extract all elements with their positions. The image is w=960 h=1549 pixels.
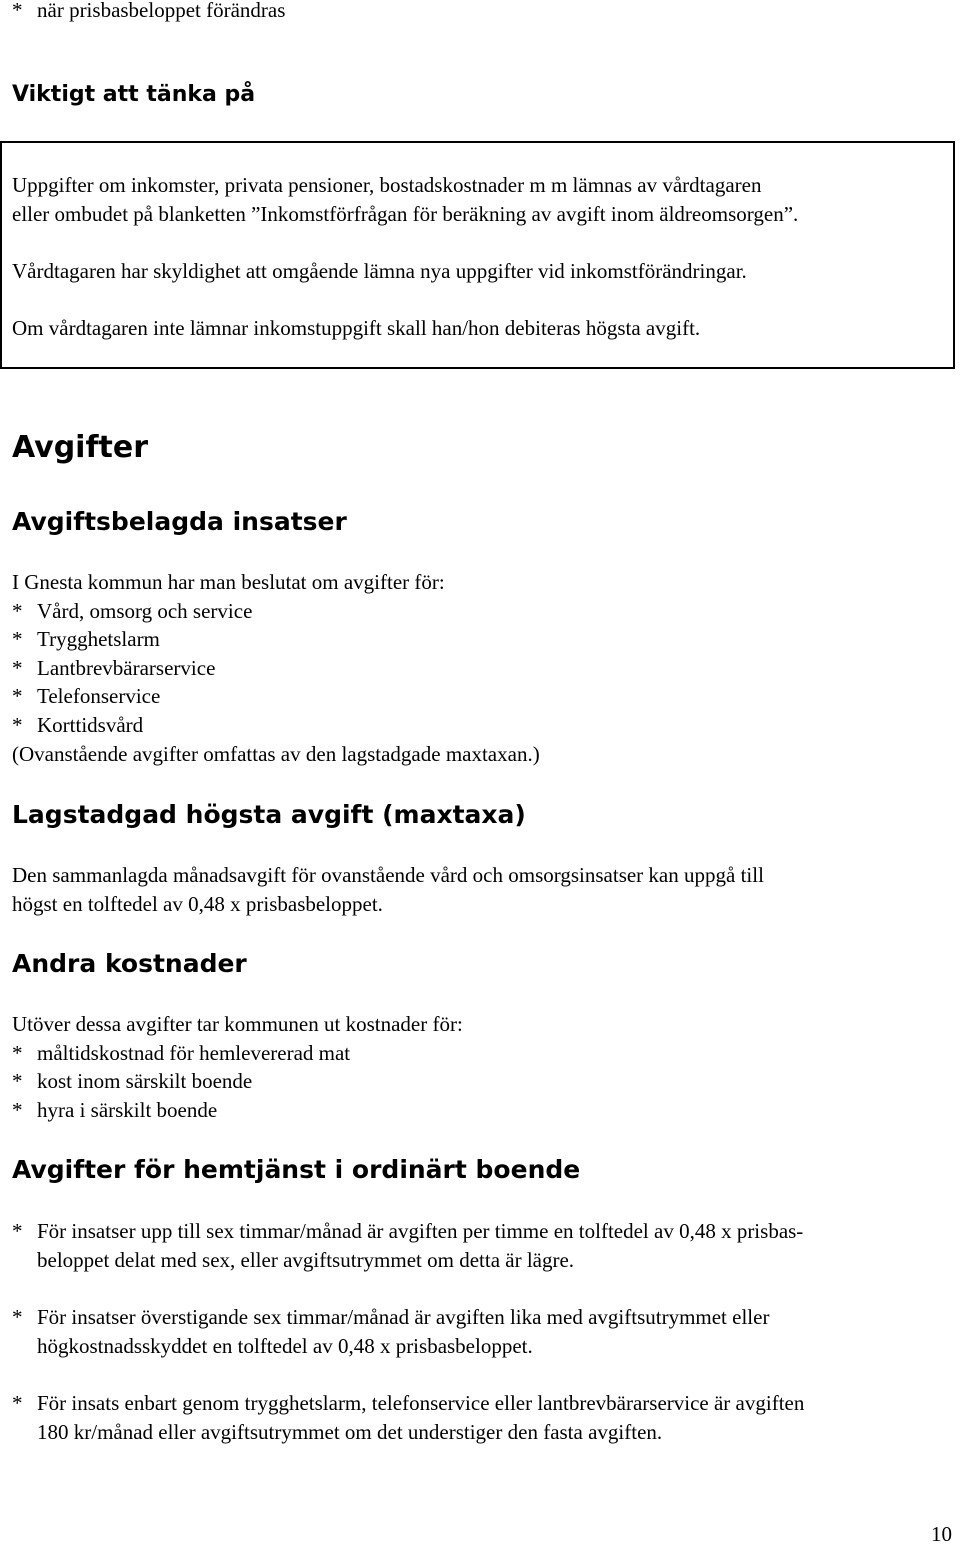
section-heading-viktigt: Viktigt att tänka på <box>12 82 256 107</box>
paragraph-line: Den sammanlagda månadsavgift för ovanstående vård och omsorgsinsatser kan uppgå till <box>12 863 764 887</box>
paragraph-line: beloppet delat med sex, eller avgiftsutrymmet om detta är lägre. <box>37 1247 575 1272</box>
paragraph-line: högkostnadsskyddet en tolftedel av 0,48 x prisbasbeloppet. <box>37 1333 533 1358</box>
list-item <box>12 597 540 626</box>
section-heading-maxtaxa: Lagstadgad högsta avgift (maxtaxa) <box>12 800 526 829</box>
list-item <box>12 682 540 711</box>
bullet-mark: * <box>12 1040 23 1065</box>
bullet-mark: * <box>12 712 23 737</box>
bullet-mark: * <box>12 598 23 623</box>
bullet-mark: * <box>12 627 23 652</box>
bullet-text: när prisbasbeloppet förändras <box>37 0 286 22</box>
list-item-text: Trygghetslarm <box>37 627 160 652</box>
maxtaxa-paragraph <box>12 861 764 918</box>
list-item <box>12 1039 463 1068</box>
list-item-text: måltidskostnad för hemlevererad mat <box>37 1040 351 1065</box>
info-box-text <box>12 171 798 228</box>
bullet-mark: * <box>12 684 23 709</box>
paragraph-line: För insatser upp till sex timmar/månad är avgiften per timme en tolftedel av 0,48 x prisbas- <box>37 1219 804 1243</box>
hemtjanst-item-text <box>37 1389 952 1446</box>
bullet-mark: * <box>12 1305 23 1329</box>
paragraph-line: högst en tolftedel av 0,48 x prisbasbeloppet. <box>12 891 383 916</box>
andra-intro: Utöver dessa avgifter tar kommunen ut kostnader för: <box>12 1012 463 1036</box>
avgifter-note: (Ovanstående avgifter omfattas av den lagstadgade maxtaxan.) <box>12 741 540 766</box>
bullet-mark: * <box>12 0 23 22</box>
list-item-text: kost inom särskilt boende <box>37 1069 253 1094</box>
list-item <box>12 625 540 654</box>
page-number: 10 <box>931 1522 952 1546</box>
hemtjanst-item <box>12 1303 952 1360</box>
paragraph-line: För insats enbart genom trygghetslarm, telefonservice eller lantbrevbärarservice är avgiften <box>37 1391 805 1415</box>
list-item <box>12 1067 463 1096</box>
info-box-line: eller ombudet på blanketten ”Inkomstförfrågan för beräkning av avgift inom äldreomsorgen”. <box>12 201 799 226</box>
section-heading-andra-kostnader: Andra kostnader <box>12 949 247 978</box>
list-item-text: Lantbrevbärarservice <box>37 655 216 680</box>
section-subtitle-avgiftsbelagda: Avgiftsbelagda insatser <box>12 507 347 536</box>
avgifter-list-block <box>12 568 540 768</box>
section-title-avgifter: Avgifter <box>12 430 148 465</box>
bullet-mark: * <box>12 1097 23 1122</box>
top-bullet-item <box>12 0 285 25</box>
hemtjanst-item <box>12 1389 952 1446</box>
avgifter-intro: I Gnesta kommun har man beslutat om avgifter för: <box>12 570 445 594</box>
list-item-text: Vård, omsorg och service <box>37 598 253 623</box>
list-item <box>12 1096 463 1125</box>
andra-list-block <box>12 1010 463 1124</box>
bullet-mark: * <box>12 1219 23 1243</box>
bullet-mark: * <box>12 1069 23 1094</box>
list-item-text: hyra i särskilt boende <box>37 1097 218 1122</box>
hemtjanst-item-text <box>37 1303 952 1360</box>
list-item-text: Korttidsvård <box>37 712 144 737</box>
bullet-mark: * <box>12 1391 23 1415</box>
hemtjanst-item <box>12 1217 952 1274</box>
list-item <box>12 711 540 740</box>
section-heading-hemtjanst: Avgifter för hemtjänst i ordinärt boende <box>12 1155 581 1184</box>
paragraph-line: 180 kr/månad eller avgiftsutrymmet om det understiger den fasta avgiften. <box>37 1419 663 1444</box>
paragraph-line: För insatser överstigande sex timmar/månad är avgiften lika med avgiftsutrymmet eller <box>37 1305 770 1329</box>
info-box-line: Vårdtagaren har skyldighet att omgående lämna nya uppgifter vid inkomstförändringar. <box>12 259 747 283</box>
list-item <box>12 654 540 683</box>
list-item-text: Telefonservice <box>37 684 161 709</box>
hemtjanst-item-text <box>37 1217 952 1274</box>
bullet-mark: * <box>12 655 23 680</box>
info-box-line: Om vårdtagaren inte lämnar inkomstuppgift skall han/hon debiteras högsta avgift. <box>12 316 701 340</box>
info-box-line: Uppgifter om inkomster, privata pensioner, bostadskostnader m m lämnas av vårdtagaren <box>12 173 762 197</box>
